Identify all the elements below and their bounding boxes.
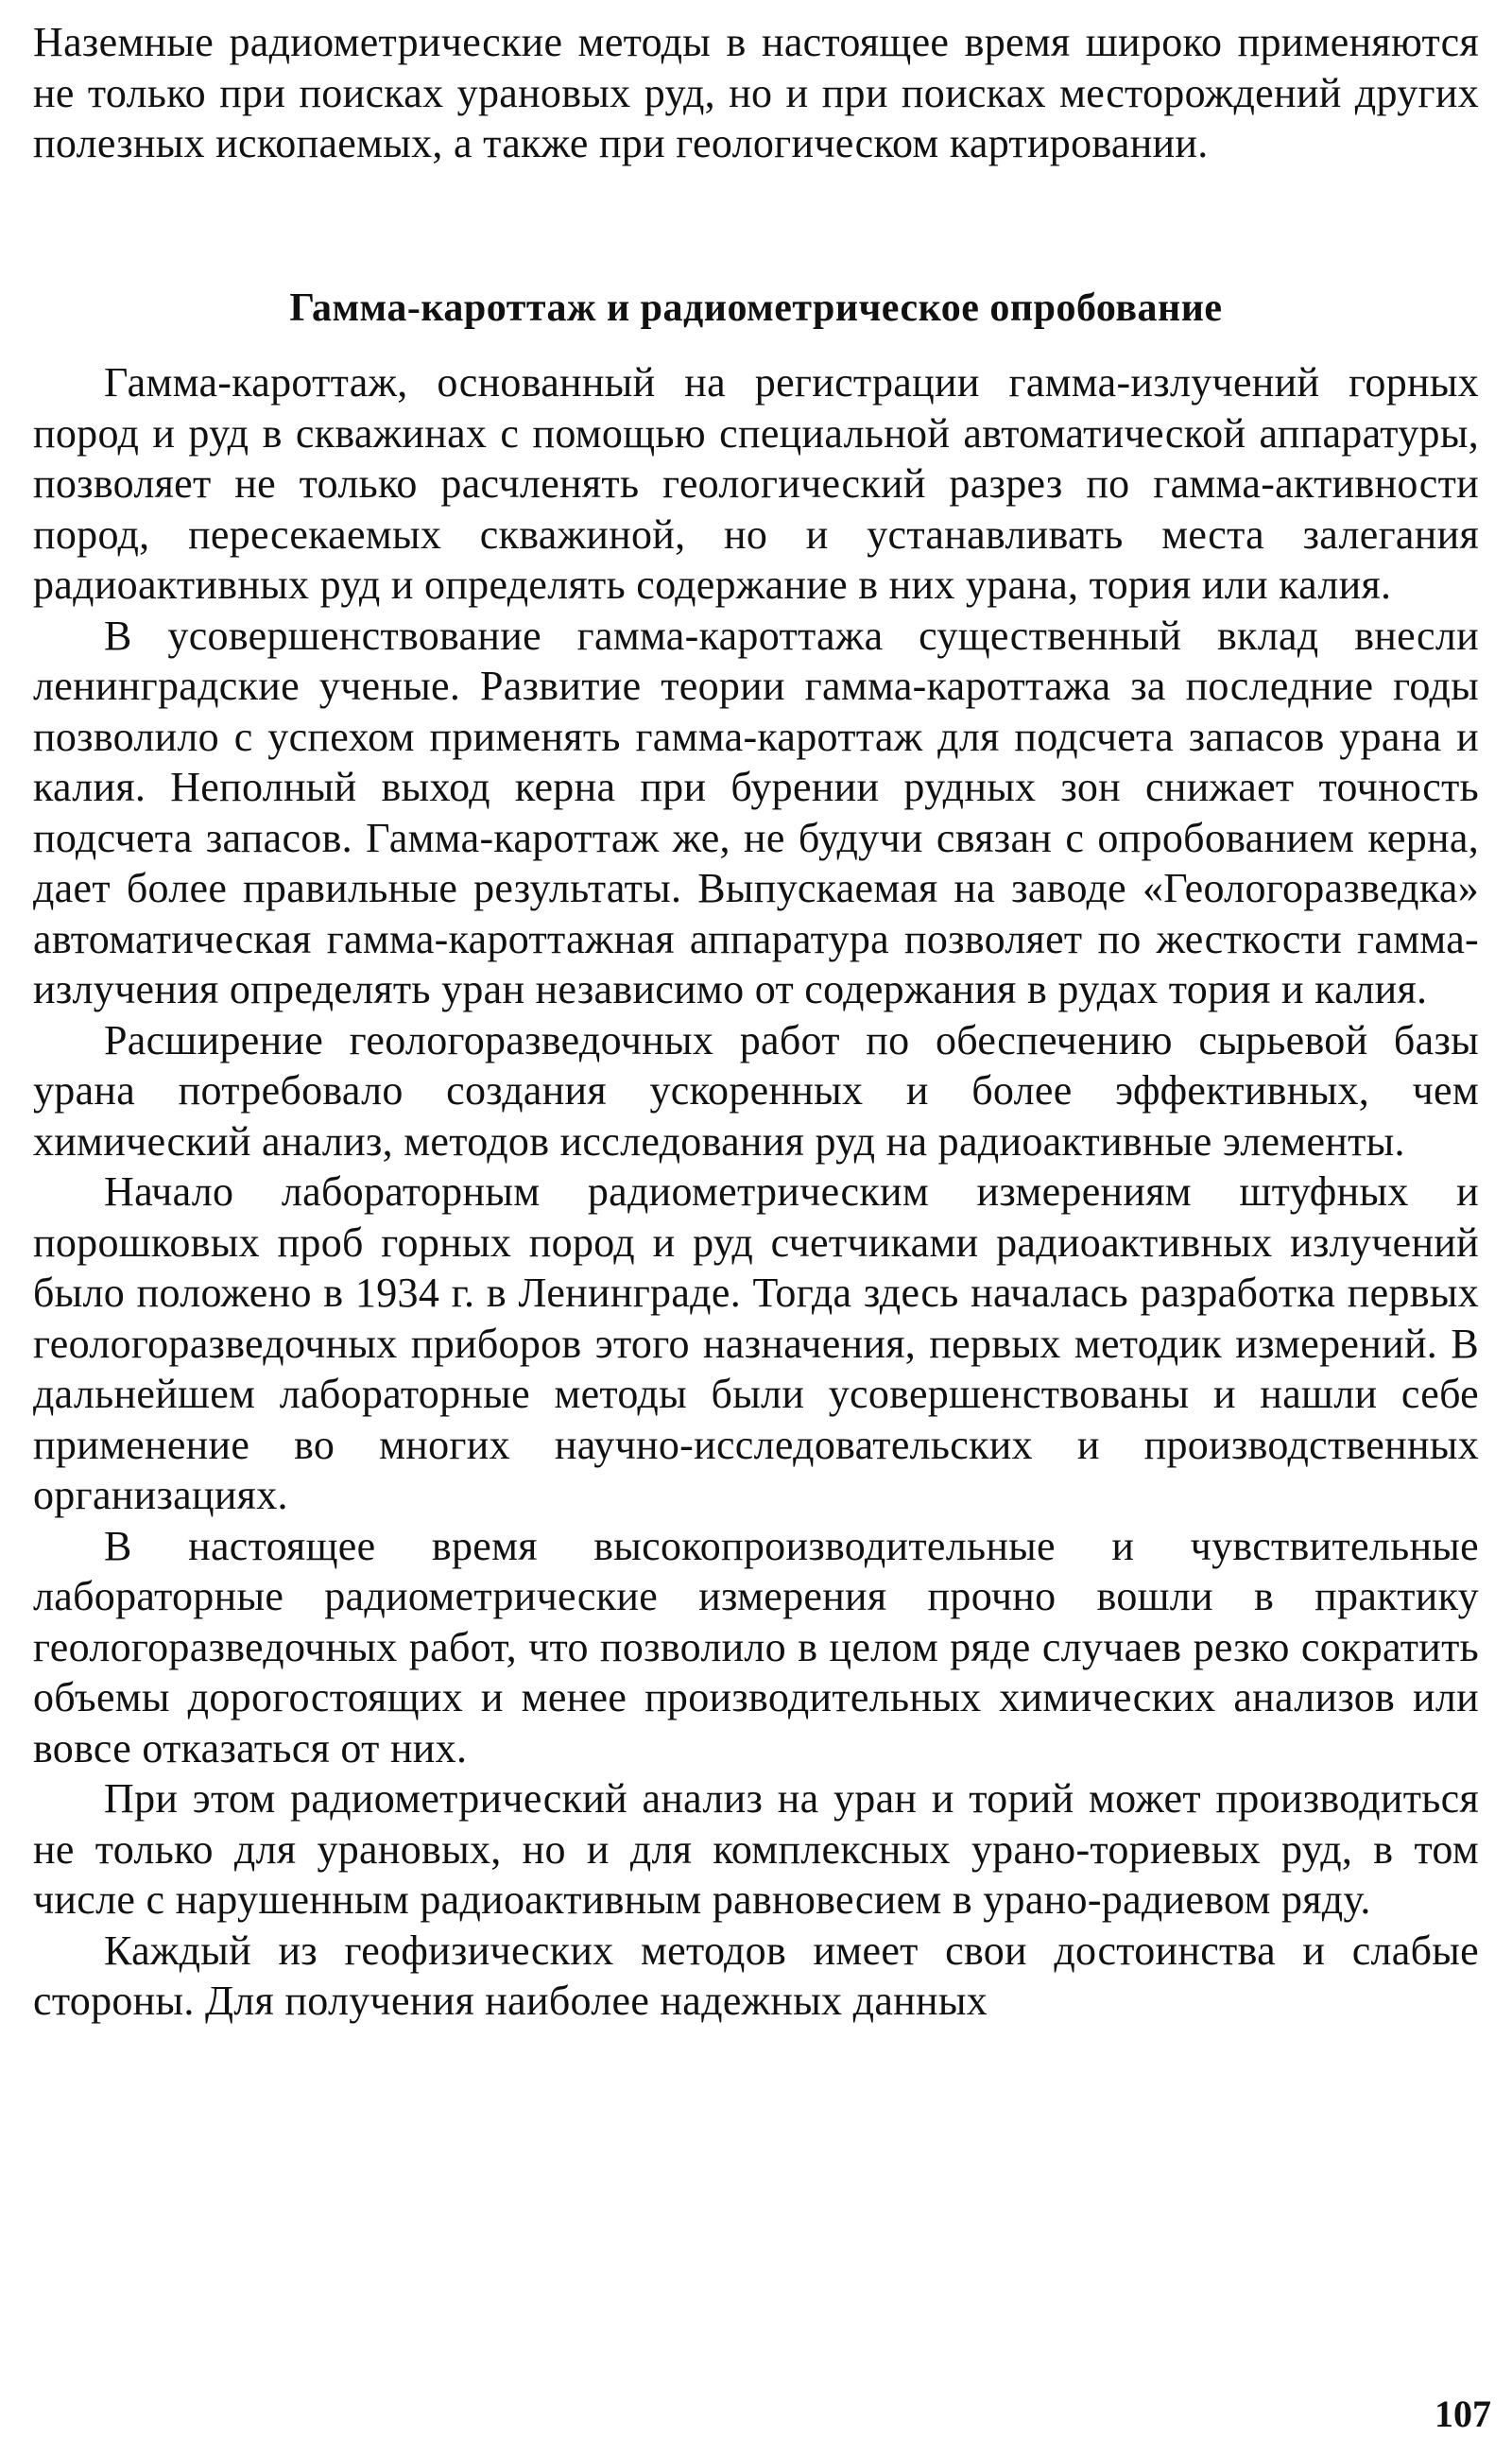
page-number: 107: [1435, 2393, 1491, 2435]
section-heading: Гамма-кароттаж и радиометрическое опробование: [289, 286, 1223, 330]
intro-paragraph: Наземные радиометрические методы в настоящее время широко применяются не только при поисках урановых руд, но и при поисках месторождений других полезных ископаемых, а также при геологическом картировании.: [33, 19, 1479, 166]
paragraph-current-practice: В настоящее время высокопроизводительные и чувствительные лабораторные радиометрические измерения прочно вошли в практику геологоразведочных работ, что позволило в целом ряде случаев резко сократить объемы дорогостоящих и менее производительных химических анализов или вовсе отказаться от них.: [33, 1522, 1479, 1771]
paragraph-gamma-logging: Гамма-кароттаж, основанный на регистрации гамма-излучений горных пород и руд в скважинах с помощью специальной автоматической аппаратуры, позволяет не только расчленять геологический разрез по гамма-активности пород, пересекаемых скважиной, но и устанавливать места залегания радиоактивных руд и определять содержание в них урана, тория или калия.: [33, 359, 1479, 608]
section-body: [33, 357, 1479, 2027]
paragraph-leningrad-contribution: В усовершенствование гамма-кароттажа существенный вклад внесли ленинградские ученые. Развитие теории гамма-кароттажа за последние годы позволило с успехом применять гамма-кароттаж для подсчета запасов урана и калия. Неполный выход керна при бурении рудных зон снижает точность подсчета запасов. Гамма-кароттаж же, не будучи связан с опробованием керна, дает более правильные результаты. Выпускаемая на заводе «Геологоразведка» автоматическая гамма-кароттажная аппаратура позволяет по жесткости гамма-излучения определять уран независимо от содержания в рудах тория и калия.: [33, 612, 1479, 1012]
paragraph-lab-measurements: Начало лабораторным радиометрическим измерениям штуфных и порошковых проб горных пород и руд счетчиками радиоактивных излучений было положено в 1934 г. в Ленинграде. Тогда здесь началась разработка первых геологоразведочных приборов этого назначения, первых методик измерений. В дальнейшем лабораторные методы были усовершенствованы и нашли себе применение во многих научно-исследовательских и производственных организациях.: [33, 1168, 1479, 1518]
paragraph-uranium-thorium: При этом радиометрический анализ на уран и торий может производиться не только для урановых, но и для комплексных урано-ториевых руд, в том числе с нарушенным радиоактивным равновесием в урано-радиевом ряду.: [33, 1775, 1479, 1923]
paragraph-uranium-base: Расширение геологоразведочных работ по обеспечению сырьевой базы урана потребовало создания ускоренных и более эффективных, чем химический анализ, методов исследования руд на радиоактивные элементы.: [33, 1016, 1479, 1165]
paragraph-methods-tradeoffs: Каждый из геофизических методов имеет свои достоинства и слабые стороны. Для получения наиболее надежных данных: [33, 1927, 1479, 2024]
